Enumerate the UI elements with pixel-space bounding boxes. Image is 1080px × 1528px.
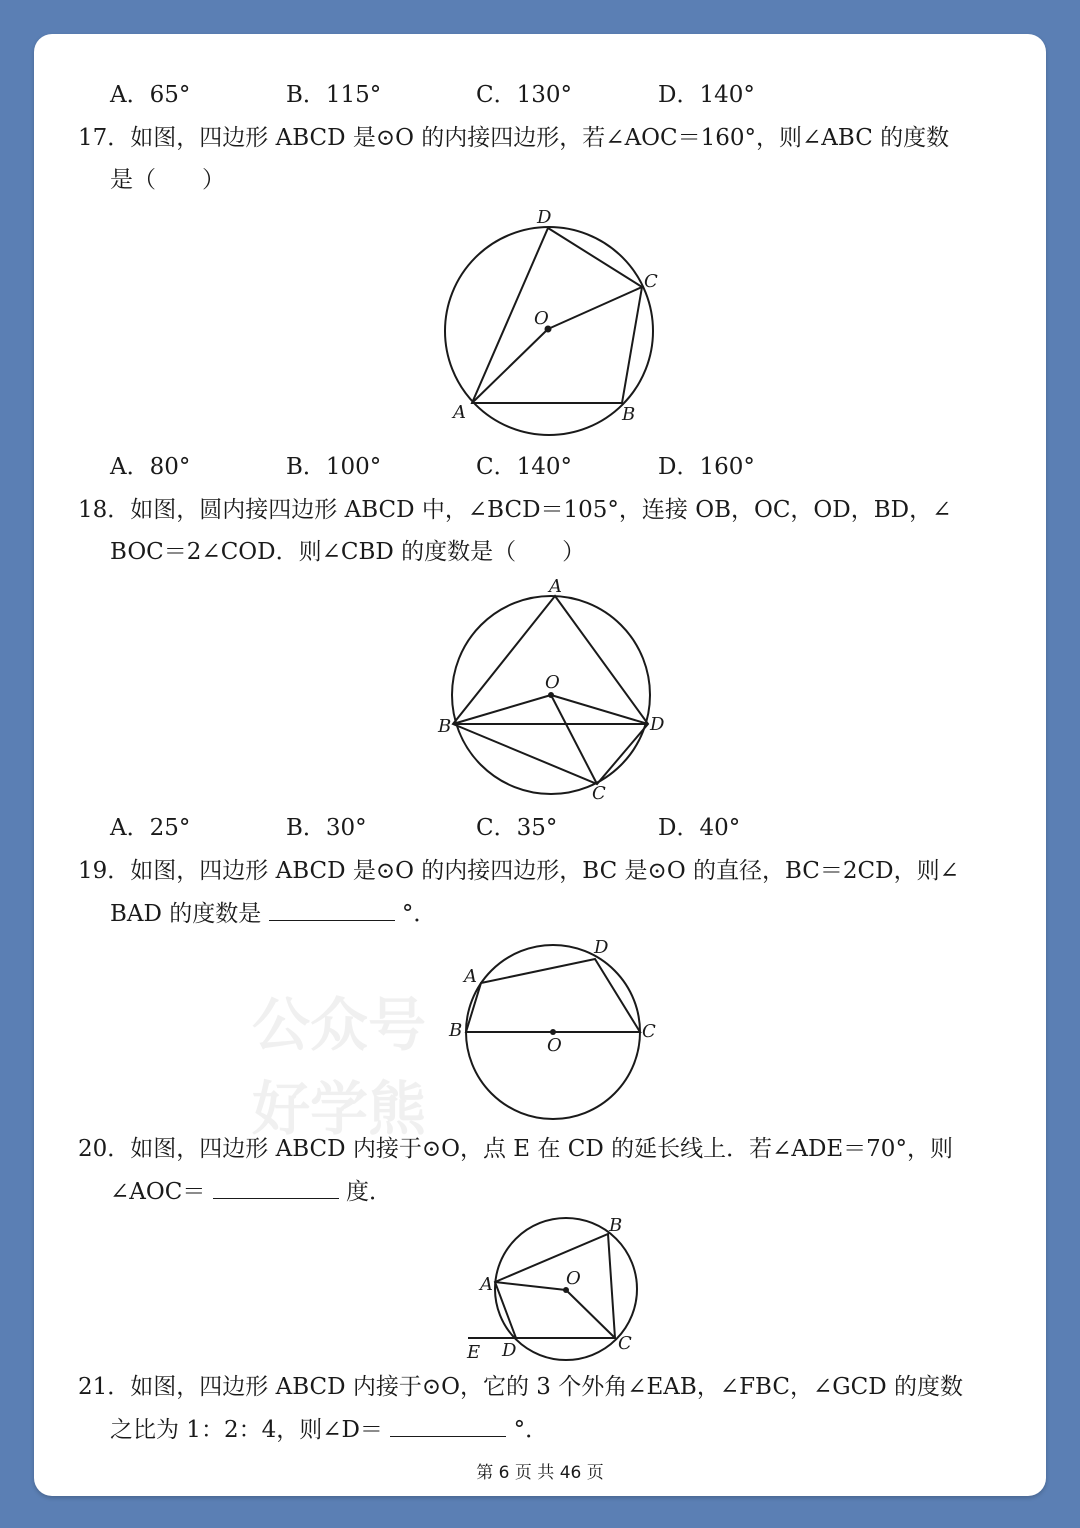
q20-figure [460,1212,650,1368]
q16-option-c: C．130° [476,82,572,108]
q18-stem-line2: BOC＝2∠COD．则∠CBD 的度数是（ ） [110,539,586,565]
q21-answer-blank[interactable] [390,1414,506,1437]
q20-label-b: B [609,1215,623,1236]
q21-stem-suffix: °． [513,1417,549,1443]
q20-stem-line1: 20．如图，四边形 ABCD 内接于⊙O，点 E 在 CD 的延长线上．若∠ADE＝70°，则 [78,1136,953,1162]
watermark-line2: 好学熊 [252,1075,427,1143]
q18-option-a: A．25° [110,815,191,841]
q18-figure [420,572,680,812]
q17-stem-line2: 是（ ） [110,167,225,193]
q17-label-c: C [644,271,658,292]
q20-answer-blank[interactable] [213,1176,339,1199]
q21-stem-line1: 21．如图，四边形 ABCD 内接于⊙O，它的 3 个外角∠EAB，∠FBC，∠GCD 的度数 [78,1374,963,1400]
q17-segment-oa [472,329,548,403]
q16-option-d: D．140° [658,82,755,108]
q20-label-d: D [502,1340,517,1361]
q18-label-a: A [549,576,562,597]
q19-stem-line2 [110,898,436,929]
q16-option-a: A．65° [110,82,191,108]
q18-option-b: B．30° [286,815,367,841]
q18-label-b: B [438,716,452,737]
q19-label-o: O [547,1035,562,1056]
q19-stem-text: BAD 的度数是 [110,901,262,927]
q21-stem-line2 [110,1414,548,1445]
q19-stem-suffix: °． [401,901,437,927]
q17-label-d: D [537,207,552,228]
q18-label-c: C [592,783,606,804]
q18-label-o: O [545,672,560,693]
q20-segment-oa [495,1282,566,1290]
q20-label-c: C [618,1333,632,1354]
q16-option-b: B．115° [286,82,382,108]
q19-label-d: D [594,937,609,958]
q19-stem-line1: 19．如图，四边形 ABCD 是⊙O 的内接四边形，BC 是⊙O 的直径，BC＝2CD，则∠ [78,858,959,884]
q17-label-o: O [534,308,549,329]
q18-option-d: D．40° [658,815,741,841]
q20-stem-line2 [110,1176,392,1207]
q19-label-b: B [449,1020,463,1041]
q18-option-c: C．35° [476,815,558,841]
q17-quadrilateral [472,228,642,403]
q20-stem-text: ∠AOC＝ [110,1179,206,1205]
q17-option-c: C．140° [476,454,572,480]
q21-stem-text: 之比为 1：2：4，则∠D＝ [110,1417,383,1443]
q18-label-d: D [650,714,665,735]
q17-stem-line1: 17．如图，四边形 ABCD 是⊙O 的内接四边形，若∠AOC＝160°，则∠ABC 的度数 [78,125,950,151]
q20-segment-oc [566,1290,615,1338]
q17-segment-oc [548,287,642,329]
q17-figure [420,200,680,454]
q19-label-c: C [642,1021,656,1042]
q19-figure [440,934,670,1130]
q17-label-a: A [453,402,466,423]
q18-segment-oc [551,695,597,784]
q17-option-a: A．80° [110,454,191,480]
q20-stem-suffix: 度． [345,1179,392,1205]
q18-segment-ob [453,695,551,724]
q20-quadrilateral [495,1234,615,1338]
q19-label-a: A [464,966,477,987]
page-number-footer: 第 6 页 共 46 页 [476,1463,604,1483]
q20-label-o: O [566,1268,581,1289]
q18-segment-od [551,695,648,724]
q19-answer-blank[interactable] [269,898,395,921]
q17-option-d: D．160° [658,454,755,480]
q20-label-e: E [467,1342,481,1363]
q17-option-b: B．100° [286,454,382,480]
q18-stem-line1: 18．如图，圆内接四边形 ABCD 中，∠BCD＝105°，连接 OB，OC，OD，BD，∠ [78,497,952,523]
q20-label-a: A [480,1274,493,1295]
q17-label-b: B [622,404,636,425]
watermark-line1: 公众号 [252,991,427,1059]
